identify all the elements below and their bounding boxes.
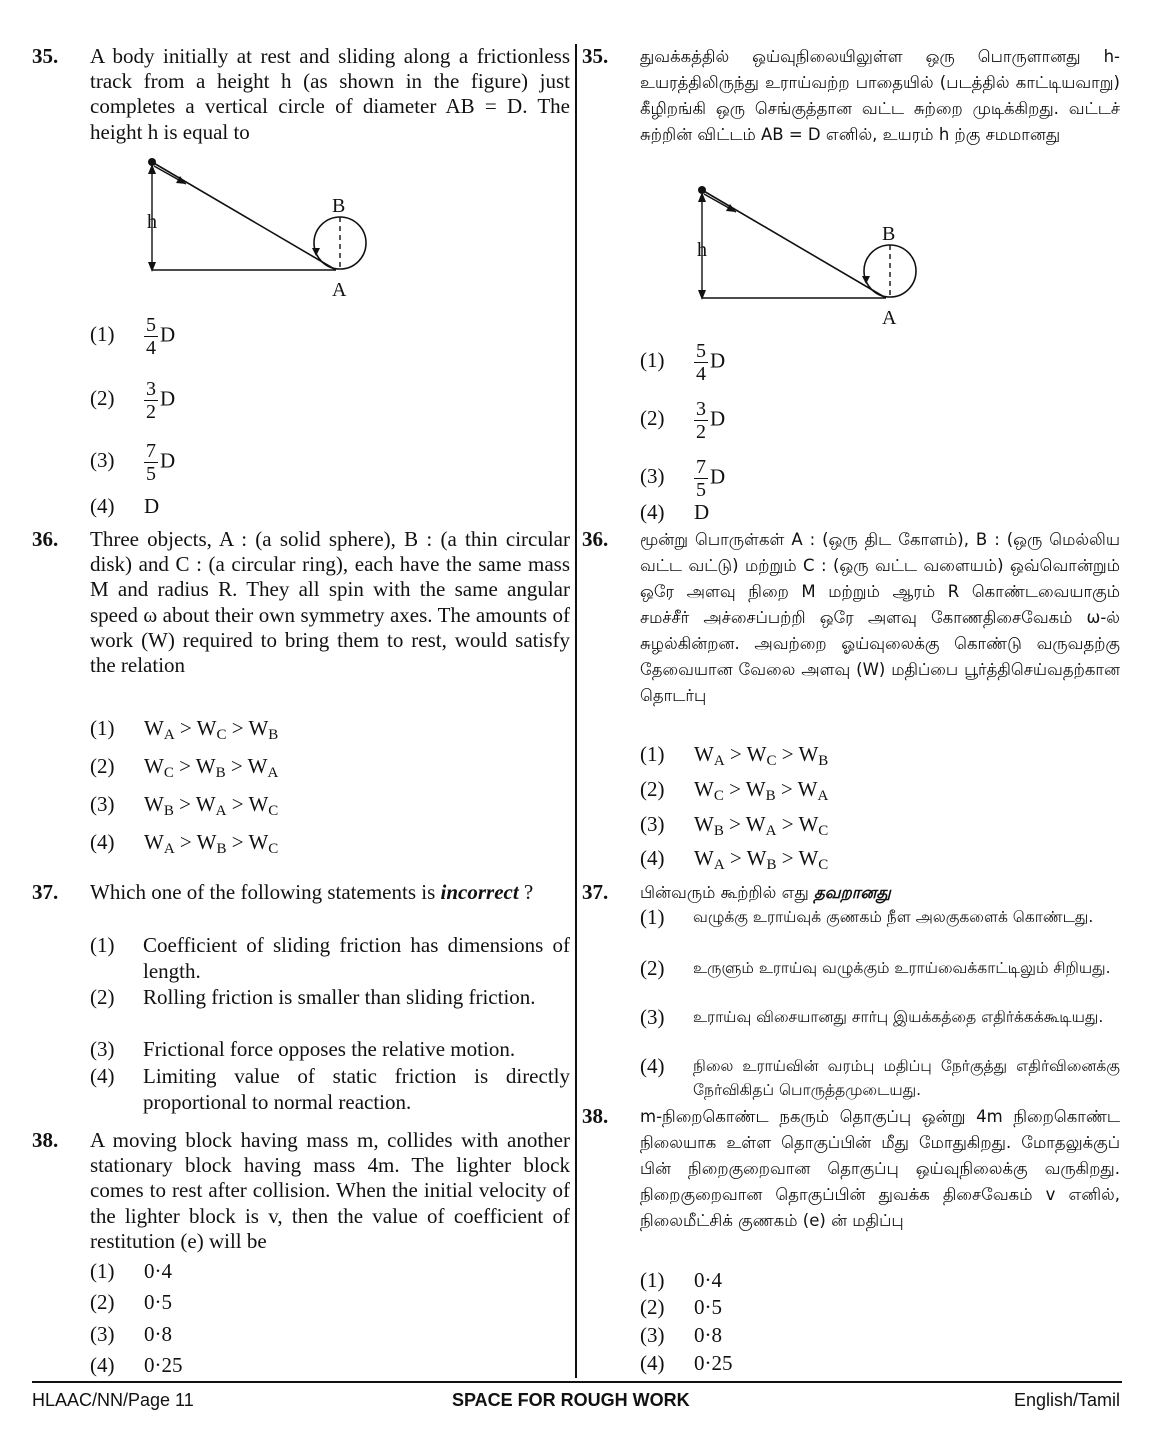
option-4[interactable]: (4) D — [640, 500, 710, 524]
question-number: 36. — [32, 527, 59, 551]
option-4[interactable]: (4) $W_A > W_B > W_C$ — [90, 830, 279, 857]
question-text: A moving block having mass m, collides with another stationary block having mass 4m. The lighter block comes to rest after collision. When the initial velocity of the lighter block is v, then the value of coefficient of restitution (e) will be — [90, 1128, 570, 1253]
footer-rule — [32, 1381, 1122, 1383]
question-37 — [32, 880, 570, 905]
option-1[interactable]: (1) $W_A > W_C > W_B$ — [640, 742, 829, 769]
rough-work-label: SPACE FOR ROUGH WORK — [452, 1390, 690, 1410]
point-b-label: B — [332, 195, 346, 217]
height-label: h — [147, 211, 157, 233]
option-2[interactable]: (2) $W_C > W_B > W_A$ — [640, 777, 829, 804]
option-1[interactable]: (1) $\frac{5}{4}$ D — [90, 314, 176, 359]
option-4[interactable]: (4) D — [90, 494, 160, 518]
option-4[interactable]: (4) $W_A > W_B > W_C$ — [640, 846, 829, 873]
question-number: 35. — [32, 44, 59, 68]
question-text: m-நிறைகொண்ட நகரும் தொகுப்பு ஒன்று 4m நிறைகொண்ட நிலையாக உள்ள தொகுப்பின் மீது மோதுகிறது. மோதலுக்குப் பின் நிறைகுறைவான தொகுப்பு ஒய்வுநிலைக்கு வருகிறது. நிறைகுறைவான தொகுப்பின் துவக்க திசைவேகம் v எனில், நிலைமீட்சிக் குணகம் (e) ன் மதிப்பு — [640, 1107, 1120, 1230]
option-3[interactable]: (3) 0·8 — [90, 1322, 172, 1346]
option-2[interactable]: (2) Rolling friction is smaller than sliding friction. — [90, 985, 536, 1009]
question-36 — [32, 527, 570, 678]
option-2[interactable]: (2) 0·5 — [640, 1295, 722, 1319]
question-number: 38. — [582, 1104, 609, 1128]
question-text: Three objects, A : (a solid sphere), B : (a thin circular disk) and C : (a circular ring), each have the same mass M and radius R. They all spin with the same angular speed ω about their own symmetry axes. The amounts of work (W) required to bring them to rest, would satisfy the relation — [90, 527, 570, 678]
option-1[interactable]: (1) Coefficient of sliding friction has dimensions of length. — [90, 933, 570, 983]
option-3[interactable]: (3) 0·8 — [640, 1323, 722, 1347]
height-label: h — [697, 239, 707, 261]
language-label: English/Tamil — [1013, 1390, 1120, 1410]
option-2[interactable]: (2) $\frac{3}{2}$ D — [90, 378, 176, 423]
option-1[interactable]: (1) $\frac{5}{4}$ D — [640, 340, 726, 385]
option-4[interactable]: (4) Limiting value of static friction is directly proportional to normal reaction. — [90, 1064, 570, 1114]
option-1[interactable]: (1) வழுக்கு உராய்வுக் குணகம் நீள அலகுகளைக் கொண்டது. — [640, 905, 1094, 929]
question-number: 35. — [582, 44, 609, 68]
question-35 — [582, 44, 1120, 148]
point-a-label: A — [332, 279, 347, 300]
question-text: Which one of the following statements is incorrect ? — [90, 880, 534, 904]
question-text: மூன்று பொருள்கள் A : (ஒரு திட கோளம்), B : (ஒரு மெல்லிய வட்ட வட்டு) மற்றும் C : (ஒரு வட்ட வளையம்) ஒவ்வொன்றும் ஒரே அளவு நிறை M மற்றும் ஆரம் R கொண்டவையாகும் சமச்சீர் அச்சைப்பற்றி ஒரே அளவு கோணதிசைவேகம் ω-ல் சுழல்கின்றன. அவற்றை ஓய்வுலைக்கு கொண்டு வருவதற்கு தேவையான வேலை அளவு (W) மதிப்பை பூர்த்திசெய்வதற்கான தொடர்பு — [640, 530, 1120, 705]
option-2[interactable]: (2) 0·5 — [90, 1290, 172, 1314]
option-3[interactable]: (3) Frictional force opposes the relative motion. — [90, 1037, 516, 1061]
question-number: 36. — [582, 527, 609, 551]
option-3[interactable]: (3) $\frac{7}{5}$ D — [640, 456, 726, 501]
question-number: 37. — [32, 880, 59, 904]
fraction: $\frac{5}{4}$ — [696, 340, 706, 385]
option-2[interactable]: (2) $\frac{3}{2}$ D — [640, 398, 726, 443]
question-36 — [582, 527, 1120, 709]
option-3[interactable]: (3) உராய்வு விசையானது சார்பு இயக்கத்தை எதிர்க்கக்கூடியது. — [640, 1005, 1104, 1029]
question-35 — [32, 44, 570, 145]
question-38 — [582, 1104, 1120, 1234]
track-loop-figure — [686, 180, 926, 328]
track-loop-figure — [136, 152, 376, 300]
option-4[interactable]: (4) நிலை உராய்வின் வரம்பு மதிப்பு நேர்குத்து எதிர்வினைக்கு நேர்விகிதப் பொருத்தமுடையது. — [640, 1054, 1120, 1099]
option-3[interactable]: (3) $W_B > W_A > W_C$ — [90, 792, 279, 819]
option-2[interactable]: (2) $W_C > W_B > W_A$ — [90, 754, 279, 781]
option-3[interactable]: (3) $W_B > W_A > W_C$ — [640, 812, 829, 839]
option-3[interactable]: (3) $\frac{7}{5}$ D — [90, 440, 176, 485]
question-text: துவக்கத்தில் ஒய்வுநிலையிலுள்ள ஒரு பொருளானது h-உயரத்திலிருந்து உராய்வற்ற பாதையில் (படத்தில் காட்டியவாறு) கீழிறங்கி ஒரு செங்குத்தான வட்ட சுற்றை முடிக்கிறது. வட்டச் சுற்றின் விட்டம் AB = D எனில், உயரம் h ற்கு சமமானது — [640, 47, 1120, 144]
fraction: $\frac{3}{2}$ — [696, 398, 706, 443]
question-number: 38. — [32, 1128, 59, 1152]
page-id: HLAAC/NN/Page 11 — [32, 1390, 194, 1410]
question-37 — [582, 880, 1120, 906]
column-divider — [575, 44, 577, 1378]
question-38 — [32, 1128, 570, 1254]
point-a-label: A — [882, 307, 897, 328]
option-1[interactable]: (1) 0·4 — [90, 1259, 172, 1283]
question-number: 37. — [582, 880, 609, 904]
fraction: $\frac{7}{5}$ — [146, 440, 156, 485]
fraction: $\frac{3}{2}$ — [146, 378, 156, 423]
option-2[interactable]: (2) உருளும் உராய்வு வழுக்கும் உராய்வைக்காட்டிலும் சிறியது. — [640, 956, 1111, 980]
option-1[interactable]: (1) $W_A > W_C > W_B$ — [90, 716, 279, 743]
question-text: A body initially at rest and sliding along a frictionless track from a height h (as shown in the figure) just completes a vertical circle of diameter AB = D. The height h is equal to — [90, 44, 570, 144]
fraction: $\frac{5}{4}$ — [146, 314, 156, 359]
option-1[interactable]: (1) 0·4 — [640, 1268, 722, 1292]
question-text: பின்வரும் கூற்றில் எது தவறானது — [640, 883, 891, 902]
fraction: $\frac{7}{5}$ — [696, 456, 706, 501]
option-4[interactable]: (4) 0·25 — [640, 1351, 733, 1375]
point-b-label: B — [882, 223, 896, 245]
option-4[interactable]: (4) 0·25 — [90, 1353, 183, 1377]
